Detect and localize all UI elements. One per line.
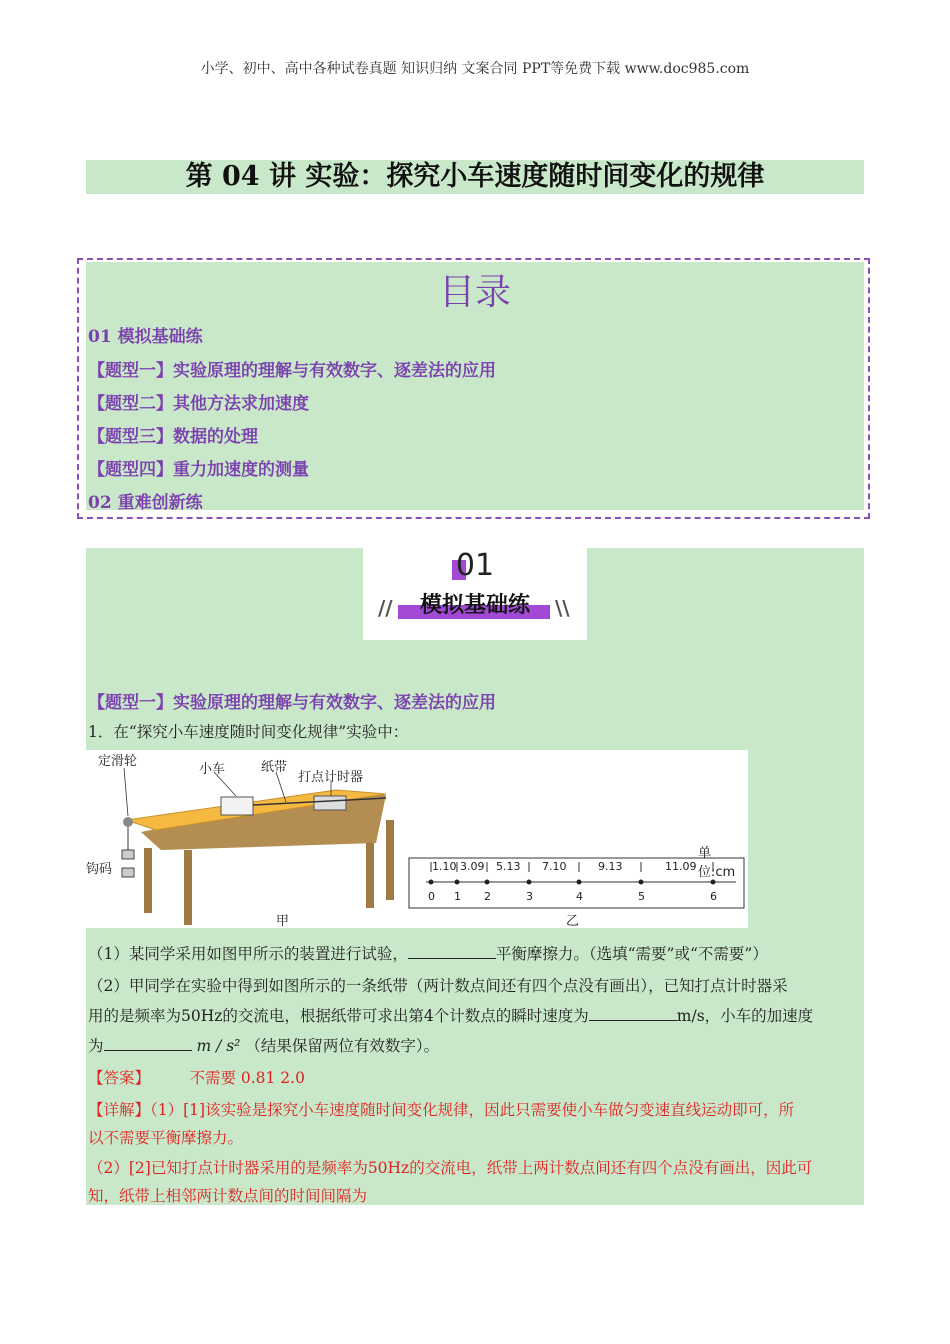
part2-line3-a: 为 bbox=[88, 1037, 104, 1055]
tape-point bbox=[455, 880, 460, 885]
part2-line3-b: （结果保留两位有效数字）。 bbox=[245, 1037, 440, 1055]
tape-segment-label: 11.09 bbox=[665, 860, 697, 873]
toc-item-basic[interactable]: 01 模拟基础练 bbox=[88, 327, 203, 347]
tape-point-label: 5 bbox=[638, 890, 645, 903]
tape-segment-label: 3.09 bbox=[460, 860, 485, 873]
part1-text-b: 平衡摩擦力。（选填“需要”或“不需要”） bbox=[495, 945, 768, 963]
tape-point bbox=[485, 880, 490, 885]
weight-bottom bbox=[122, 868, 134, 877]
label-pulley: 定滑轮 bbox=[98, 754, 138, 769]
tape-point bbox=[711, 880, 716, 885]
page-header: 小学、初中、高中各种试卷真题 知识归纳 文案合同 PPT等免费下载 www.doc985.com bbox=[200, 61, 750, 77]
table-leg-left-front bbox=[144, 848, 152, 913]
slash-left-icon: // bbox=[378, 596, 393, 620]
label-yi: 乙 bbox=[566, 914, 580, 929]
label-jia: 甲 bbox=[276, 914, 290, 929]
part1-text-a: （1）某同学采用如图甲所示的装置进行试验， bbox=[88, 945, 408, 963]
accel-unit: m / s² bbox=[196, 1037, 241, 1055]
explanation-line2: 以不需要平衡摩擦力。 bbox=[88, 1129, 244, 1147]
part2-line3 bbox=[88, 1034, 864, 1058]
label-timer: 打点计时器 bbox=[298, 770, 364, 785]
cart-shape bbox=[221, 797, 253, 815]
label-unit: 单位:cm bbox=[698, 846, 736, 880]
weight-top bbox=[122, 850, 134, 859]
tape-segment-label: 1.10 bbox=[432, 860, 457, 873]
tape-point bbox=[527, 880, 532, 885]
part2-line2-b: m/s，小车的加速度 bbox=[676, 1007, 814, 1025]
type-one-heading: 【题型一】实验原理的理解与有效数字、逐差法的应用 bbox=[88, 693, 496, 713]
answer-blank-1[interactable] bbox=[408, 944, 496, 959]
slash-right-icon: \\ bbox=[555, 596, 570, 620]
answer-values: 不需要 0.81 2.0 bbox=[189, 1069, 305, 1087]
toc-item-advanced[interactable]: 02 重难创新练 bbox=[88, 493, 203, 513]
tape-point bbox=[429, 880, 434, 885]
answer-blank-3[interactable] bbox=[104, 1036, 192, 1051]
explanation-line1: 【详解】（1）[1]该实验是探究小车速度随时间变化规律，因此只需要使小车做匀变速直线运动即可，所 bbox=[88, 1101, 795, 1119]
timer-shape bbox=[314, 796, 346, 810]
tape-point-label: 1 bbox=[454, 890, 461, 903]
lesson-title: 第 04 讲 实验：探究小车速度随时间变化的规律 bbox=[86, 160, 864, 194]
tape-segment-label: 7.10 bbox=[542, 860, 567, 873]
pulley-shape bbox=[123, 817, 133, 827]
part1 bbox=[88, 942, 864, 966]
toc-title: 目录 bbox=[438, 272, 511, 313]
leader-pulley bbox=[124, 768, 128, 816]
part2-line2-a: 用的是频率为50Hz的交流电，根据纸带可求出第4个计数点的瞬时速度为 bbox=[88, 1007, 589, 1025]
table-leg-right-back bbox=[386, 820, 394, 900]
toc-item-type-three[interactable]: 【题型三】数据的处理 bbox=[88, 427, 258, 447]
part2-line1: （2）甲同学在实验中得到如图所示的一条纸带（两计数点间还有四个点没有画出），已知打点计时器采 bbox=[88, 977, 788, 995]
section-label: 模拟基础练 bbox=[419, 593, 530, 618]
section-number: 01 bbox=[455, 548, 495, 583]
label-cart: 小车 bbox=[199, 762, 226, 777]
label-weight: 钩码 bbox=[86, 862, 113, 877]
toc-item-type-two[interactable]: 【题型二】其他方法求加速度 bbox=[88, 394, 309, 414]
label-tape: 纸带 bbox=[261, 760, 288, 775]
explanation-line4: 知，纸带上相邻两计数点间的时间间隔为 bbox=[88, 1187, 368, 1205]
tape-point-label: 6 bbox=[710, 890, 717, 903]
tape-point-label: 4 bbox=[576, 890, 583, 903]
tape-segment-label: 5.13 bbox=[496, 860, 521, 873]
toc-item-type-four[interactable]: 【题型四】重力加速度的测量 bbox=[88, 460, 309, 480]
table-leg-right bbox=[366, 843, 374, 908]
tape-point-label: 3 bbox=[526, 890, 533, 903]
experiment-figure bbox=[86, 750, 748, 928]
tape-point bbox=[639, 880, 644, 885]
apparatus-diagram bbox=[86, 750, 748, 928]
question-intro: 1．在“探究小车速度随时间变化规律”实验中： bbox=[88, 723, 409, 741]
tape-point bbox=[577, 880, 582, 885]
answer-blank-2[interactable] bbox=[589, 1006, 677, 1021]
tape-point-label: 2 bbox=[484, 890, 491, 903]
tape-segment-label: 9.13 bbox=[598, 860, 623, 873]
part2-line2 bbox=[88, 1004, 864, 1028]
tape-point-label: 0 bbox=[428, 890, 435, 903]
answer-label: 【答案】 bbox=[88, 1069, 151, 1087]
toc-item-type-one[interactable]: 【题型一】实验原理的理解与有效数字、逐差法的应用 bbox=[88, 361, 496, 381]
explanation-line3: （2）[2]已知打点计时器采用的是频率为50Hz的交流电，纸带上两计数点间还有四个点没有画出，因此可 bbox=[88, 1159, 813, 1177]
table-leg-left bbox=[184, 850, 192, 925]
answer-line bbox=[88, 1066, 864, 1090]
